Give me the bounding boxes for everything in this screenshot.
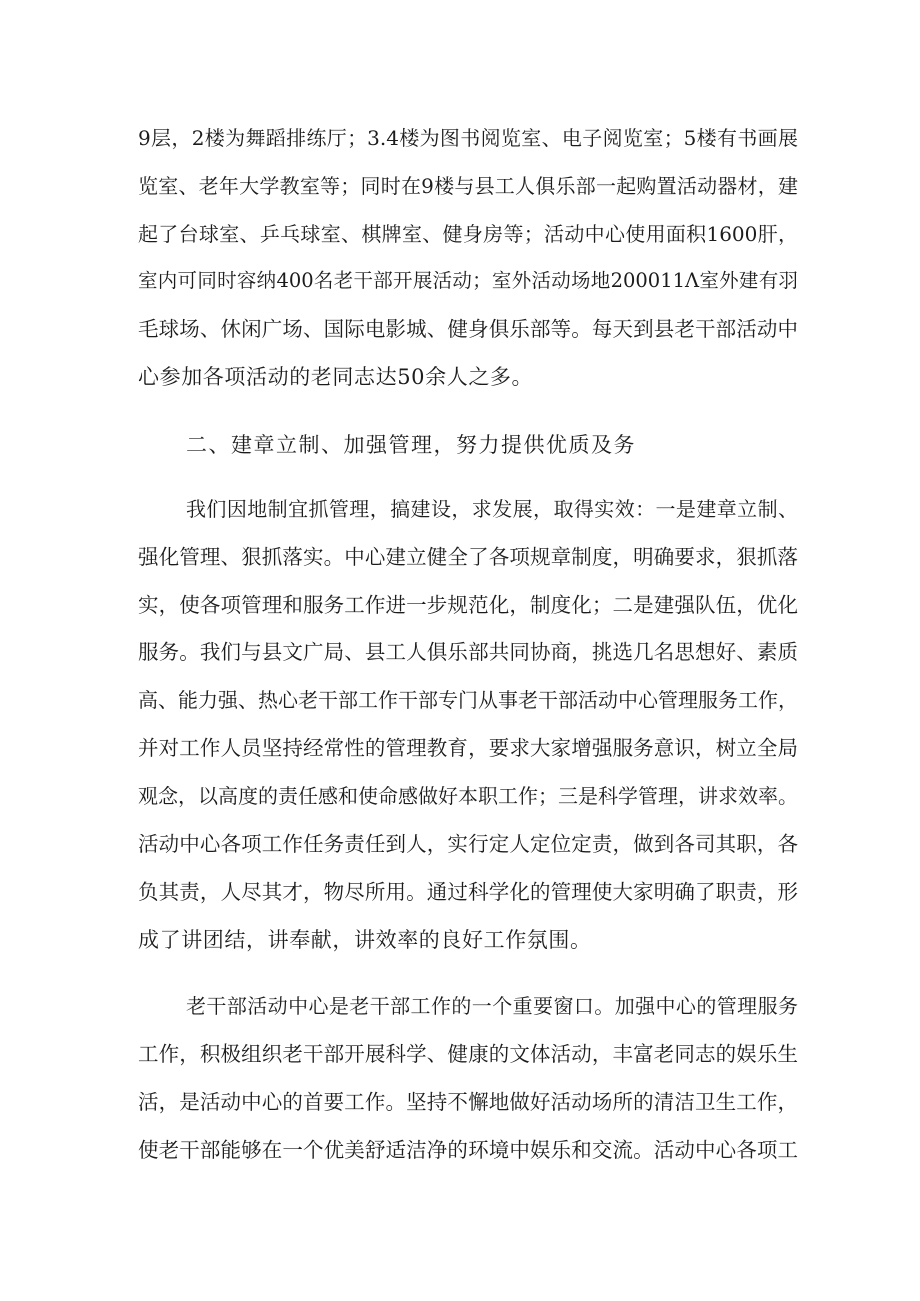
- text-line: 毛球场、休闲广场、国际电影城、健身俱乐部等。每天到县老干部活动中: [138, 317, 798, 341]
- text-line: 览室、老年大学教室等；同时在9楼与县工人俱乐部一起购置活动器材，建: [138, 174, 798, 198]
- text-line: 观念，以高度的责任感和使命感做好本职工作；三是科学管理，讲求效率。: [138, 784, 798, 808]
- text-line: 活，是活动中心的首要工作。坚持不懈地做好活动场所的清洁卫生工作，: [138, 1090, 798, 1114]
- text-line: 使老干部能够在一个优美舒适洁净的环境中娱乐和交流。活动中心各项工: [138, 1138, 798, 1162]
- text-line: 并对工作人员坚持经常性的管理教育，要求大家增强服务意识，树立全局: [138, 736, 798, 760]
- text-line: 老干部活动中心是老干部工作的一个重要窗口。加强中心的管理服务: [186, 994, 798, 1018]
- text-line: 心参加各项活动的老同志达50余人之多。: [138, 365, 534, 389]
- text-line: 9层，2楼为舞蹈排练厅；3.4楼为图书阅览室、电子阅览室；5楼有书画展: [138, 126, 798, 150]
- text-line: 成了讲团结，讲奉献，讲效率的良好工作氛围。: [138, 928, 592, 952]
- text-line: 活动中心各项工作任务责任到人，实行定人定位定责，做到各司其职，各: [138, 832, 798, 856]
- section-heading: 二、建章立制、加强管理，努力提供优质及务: [186, 433, 636, 457]
- text-line: 实，使各项管理和服务工作进一步规范化，制度化；二是建强队伍，优化: [138, 593, 798, 617]
- text-line: 工作，积极组织老干部开展科学、健康的文体活动，丰富老同志的娱乐生: [138, 1042, 798, 1066]
- text-line: 强化管理、狠抓落实。中心建立健全了各项规章制度，明确要求，狠抓落: [138, 545, 798, 569]
- text-line: 服务。我们与县文广局、县工人俱乐部共同协商，挑选几名思想好、素质: [138, 640, 798, 664]
- text-line: 高、能力强、热心老干部工作干部专门从事老干部活动中心管理服务工作，: [138, 688, 798, 712]
- text-line: 负其责，人尽其才，物尽所用。通过科学化的管理使大家明确了职责，形: [138, 880, 798, 904]
- text-line: 室内可同时容纳400名老干部开展活动；室外活动场地200011Λ室外建有羽: [138, 269, 798, 292]
- text-line: 我们因地制宜抓管理，搞建设，求发展，取得实效：一是建章立制、: [186, 497, 798, 521]
- text-line: 起了台球室、乒乓球室、棋牌室、健身房等；活动中心使用面积1600肝，: [138, 222, 798, 246]
